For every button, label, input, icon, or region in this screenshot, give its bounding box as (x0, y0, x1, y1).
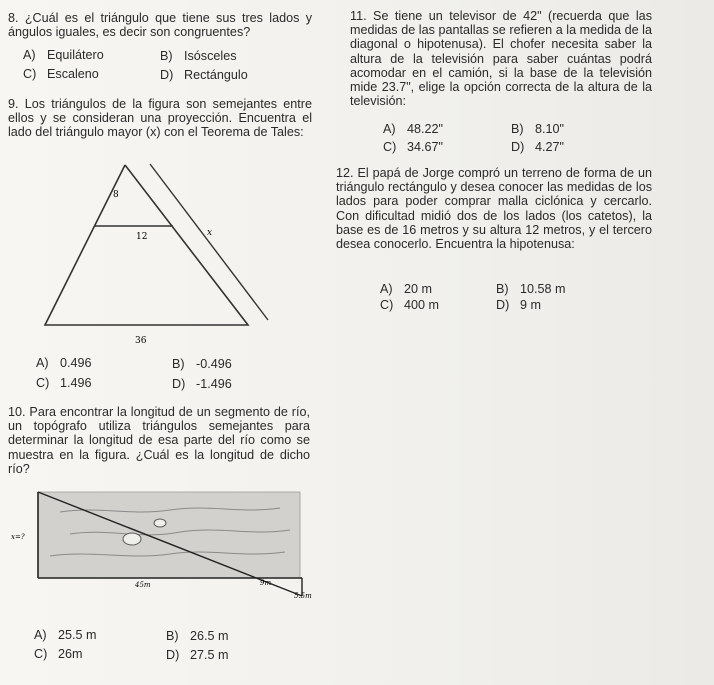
q12-option-c[interactable] (380, 298, 439, 312)
q12-option-d-letter: D) (496, 298, 510, 312)
q10-rock-1 (123, 533, 141, 545)
q9-outer-triangle (45, 165, 248, 325)
q10-label-9: 9m (260, 579, 272, 587)
q9-option-d-letter: D) (172, 377, 186, 391)
q11-stem: 11. Se tiene un televisor de 42" (recuerda que las medidas de las pantallas se refieren a la medida de la diagonal o hipotenusa). El chofer necesita saber la altura de la televisión para saber cuántas podrá acomodar en el camión, si la base de la televisión mide 23.7", elige la opción correcta de la altura de la televisión: (350, 9, 652, 109)
q10-option-b-letter: B) (166, 629, 179, 643)
q12-option-a[interactable] (380, 282, 432, 296)
q9-projection-line (150, 164, 268, 320)
q8-option-a-letter: A) (23, 48, 36, 62)
q9-option-c-text: 1.496 (60, 376, 92, 390)
q10-option-c-letter: C) (34, 647, 48, 661)
q8-option-b-text: Isósceles (184, 49, 237, 63)
q11-option-c-letter: C) (383, 140, 397, 154)
q9-option-c[interactable] (36, 376, 92, 390)
q9-option-d-text: -1.496 (196, 377, 232, 391)
q8-option-d-text: Rectángulo (184, 68, 248, 82)
q9-label-top: 8 (113, 190, 119, 200)
q8-stem: 8. ¿Cuál es el triángulo que tiene sus tres lados y ángulos iguales, es decir son congruentes? (8, 11, 312, 40)
q8-option-c[interactable] (23, 67, 99, 81)
q11-option-d-letter: D) (511, 140, 525, 154)
q10-option-a[interactable] (34, 628, 97, 642)
q10-option-b[interactable] (166, 629, 229, 643)
q11-option-d[interactable] (511, 140, 564, 154)
q10-option-d-letter: D) (166, 648, 180, 662)
q9-label-mid: 12 (136, 232, 148, 242)
q8-option-c-letter: C) (23, 67, 37, 81)
q10-option-d-text: 27.5 m (190, 648, 229, 662)
q10-option-a-text: 25.5 m (58, 628, 97, 642)
q9-label-x: x (207, 228, 213, 238)
q12-option-d[interactable] (496, 298, 541, 312)
q10-option-a-letter: A) (34, 628, 47, 642)
q12-option-b[interactable] (496, 282, 566, 296)
q11-option-c-text: 34.67" (407, 140, 443, 154)
q9-option-b-text: -0.496 (196, 357, 232, 371)
q9-label-base: 36 (135, 336, 147, 346)
q12-stem: 12. El papá de Jorge compró un terreno de forma de un triángulo rectángulo y desea conocer las medidas de los lados para poder comprar malla ciclónica y cercarlo. Con dificultad midió dos de los lados (los catetos), la base es de 16 metros y su altura 12 metros, y el tercero desea conocerlo. Encuentra la hipotenusa: (336, 166, 652, 252)
q11-option-b[interactable] (511, 122, 564, 136)
q12-option-b-letter: B) (496, 282, 509, 296)
q9-option-b-letter: B) (172, 357, 185, 371)
q10-label-45: 45m (135, 581, 151, 589)
q11-option-b-letter: B) (511, 122, 524, 136)
q12-option-c-text: 400 m (404, 298, 440, 312)
q10-stem: 10. Para encontrar la longitud de un segmento de río, un topógrafo utiliza triángulos semejantes para determinar la longitud de esa parte del río como se muestra en la figura. ¿Cuál es la longitud de dicho río? (8, 405, 310, 476)
q8-option-d[interactable] (160, 68, 248, 82)
q10-rock-2 (154, 519, 166, 527)
q9-option-d[interactable] (172, 377, 232, 391)
q11-option-b-text: 8.10" (535, 122, 564, 136)
q9-option-a[interactable] (36, 356, 92, 370)
q11-option-c[interactable] (383, 140, 443, 154)
q12-option-b-text: 10.58 m (520, 282, 566, 296)
q12-option-a-letter: A) (380, 282, 393, 296)
q9-option-b[interactable] (172, 357, 232, 371)
q10-option-d[interactable] (166, 648, 229, 662)
q10-river-figure (10, 486, 340, 616)
q10-option-c-text: 26m (58, 647, 83, 661)
q8-option-b-letter: B) (160, 49, 173, 63)
q11-option-d-text: 4.27" (535, 140, 564, 154)
q9-option-a-letter: A) (36, 356, 49, 370)
q10-label-x: x=? (11, 533, 25, 541)
q12-option-c-letter: C) (380, 298, 394, 312)
q11-option-a[interactable] (383, 122, 443, 136)
q9-option-c-letter: C) (36, 376, 50, 390)
q8-option-a[interactable] (23, 48, 104, 62)
q10-river-shape (38, 492, 300, 578)
q8-option-d-letter: D) (160, 68, 174, 82)
q9-similar-triangles-figure (40, 160, 270, 350)
q8-option-c-text: Escaleno (47, 67, 99, 81)
q12-option-a-text: 20 m (404, 282, 432, 296)
q10-option-b-text: 26.5 m (190, 629, 229, 643)
q8-option-b[interactable] (160, 49, 237, 63)
q10-label-55: 5.5m (294, 592, 312, 600)
q11-option-a-text: 48.22" (407, 122, 443, 136)
q12-option-d-text: 9 m (520, 298, 541, 312)
q11-option-a-letter: A) (383, 122, 396, 136)
q8-option-a-text: Equilátero (47, 48, 104, 62)
q9-stem: 9. Los triángulos de la figura son semejantes entre ellos y se consideran una proyección. Encuentra el lado del triángulo mayor (x) con el Teorema de Tales: (8, 97, 312, 140)
q9-option-a-text: 0.496 (60, 356, 92, 370)
q10-option-c[interactable] (34, 647, 83, 661)
